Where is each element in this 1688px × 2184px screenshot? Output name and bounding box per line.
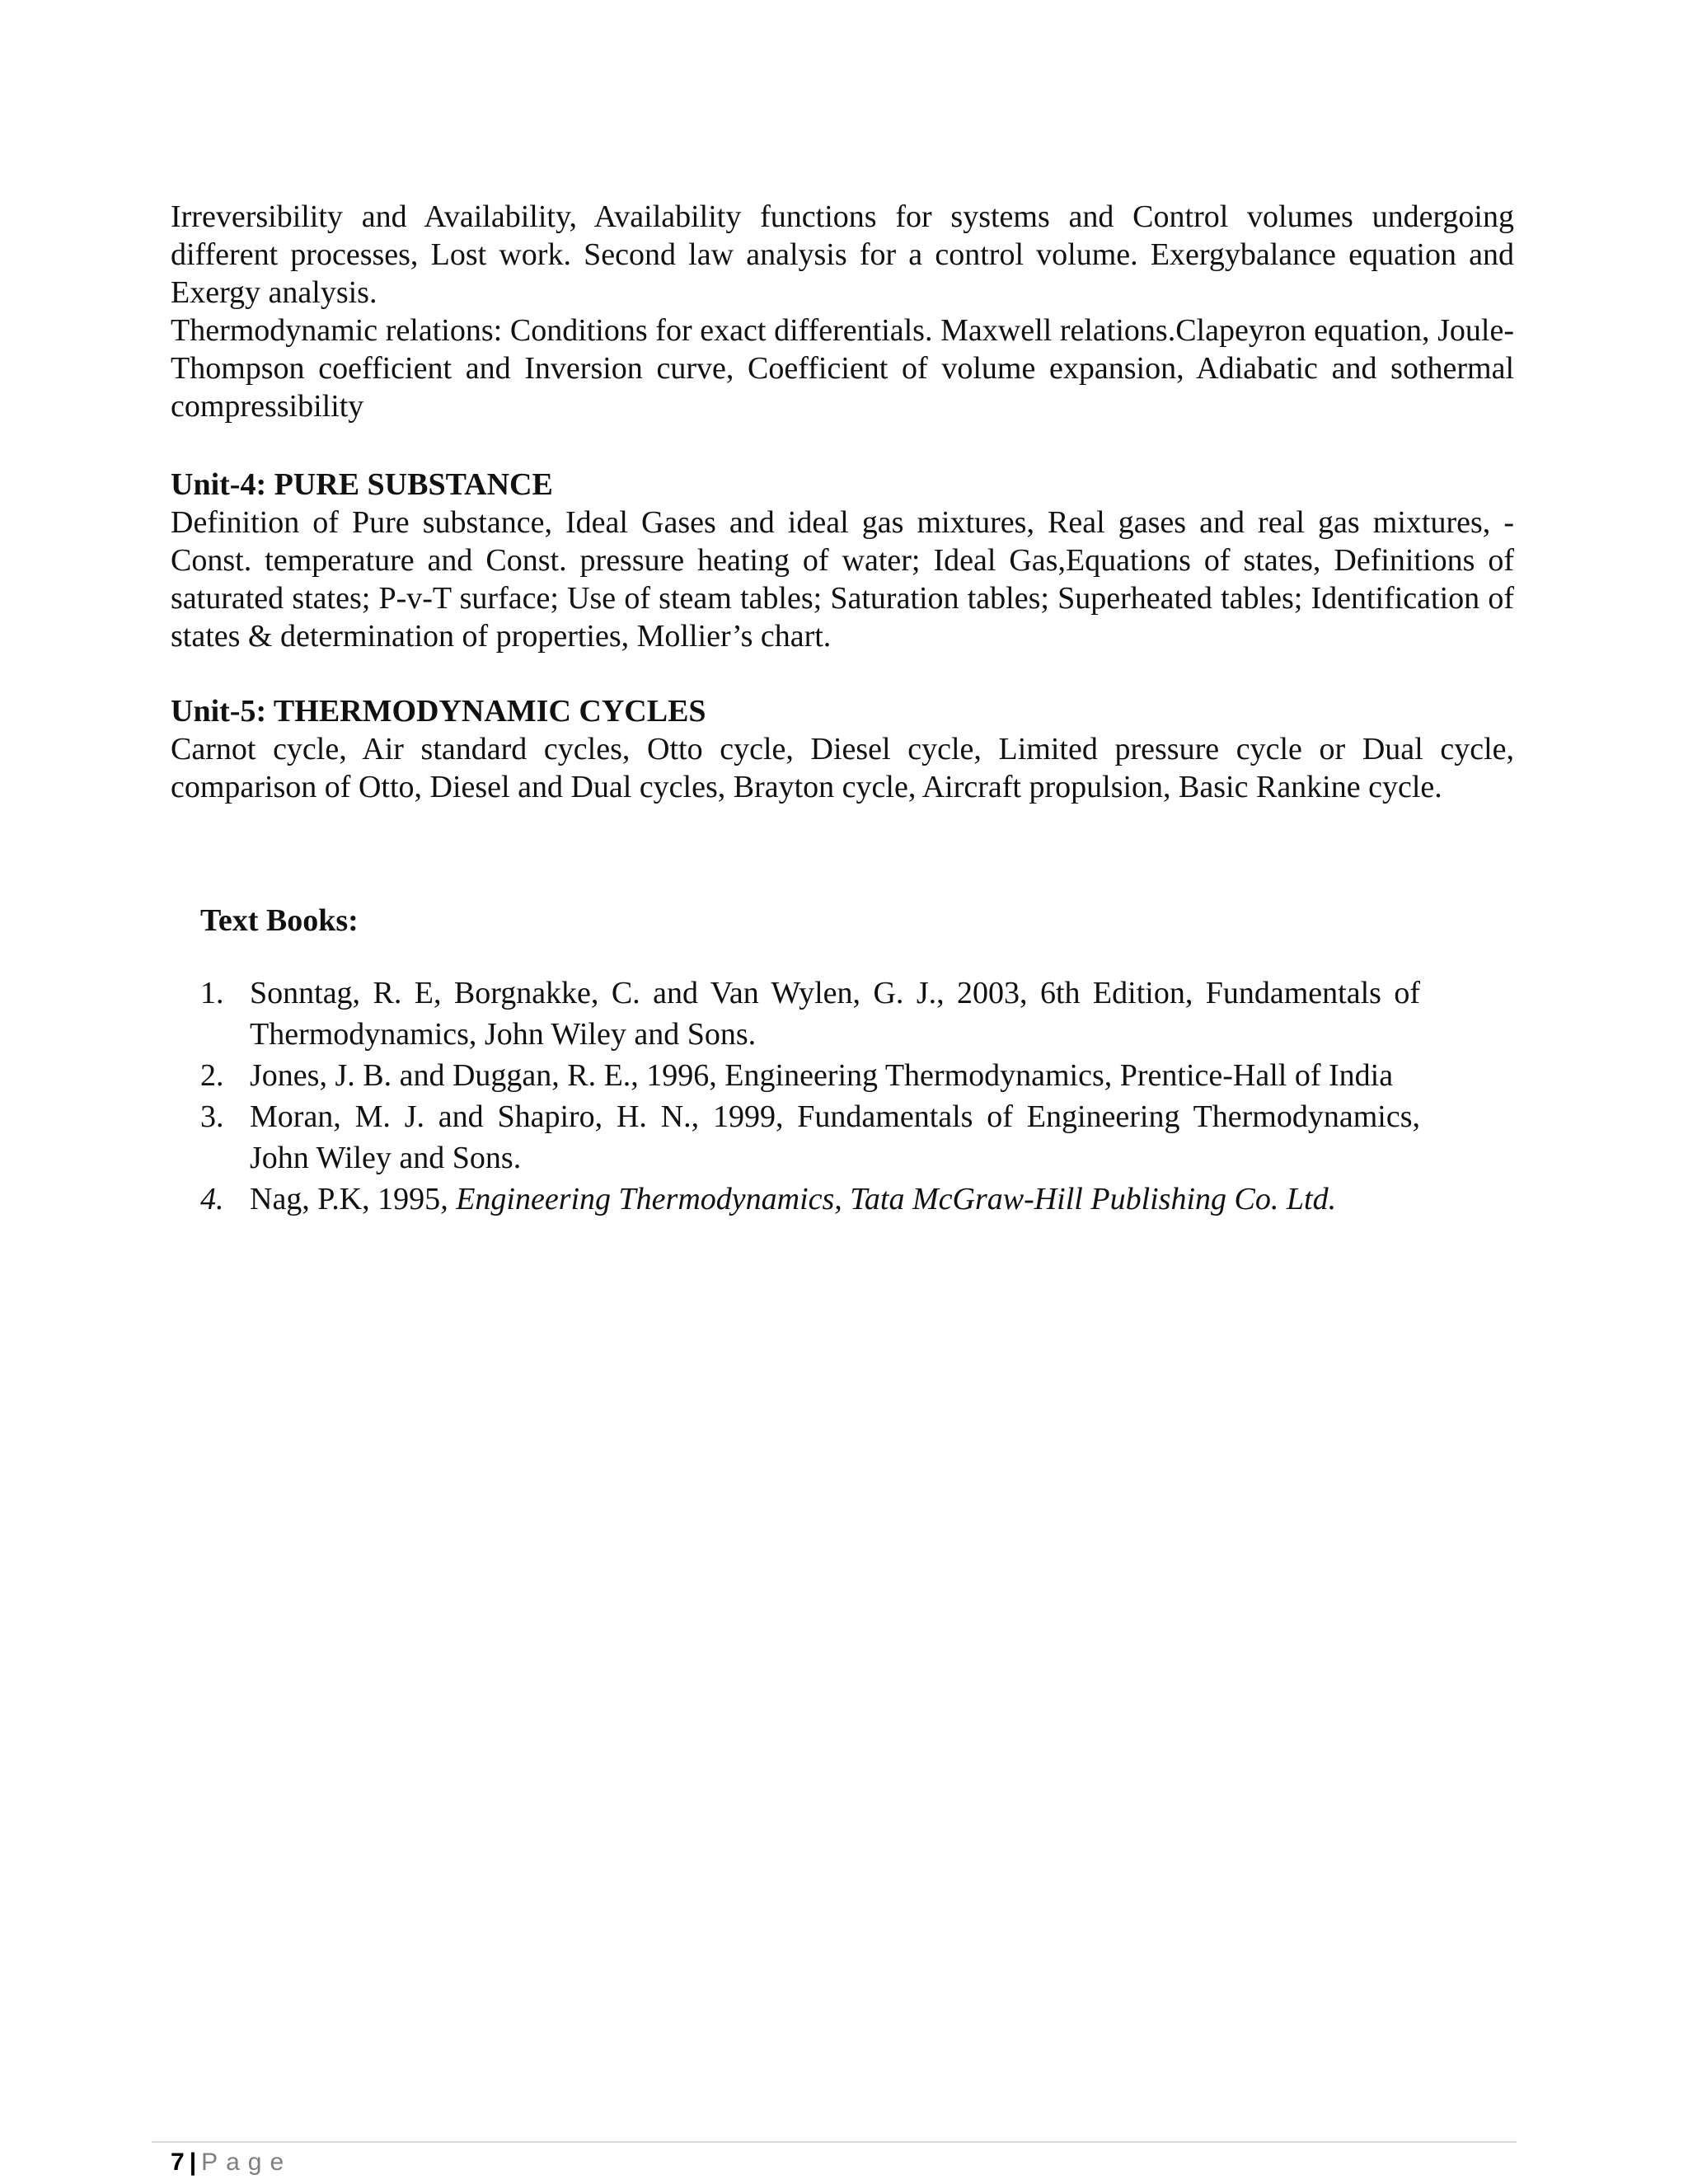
textbook-citation: Jones, J. B. and Duggan, R. E., 1996, Engineering Thermodynamics, Prentice-Hall of India [250,1058,1394,1093]
unit5-heading: Unit-5: THERMODYNAMIC CYCLES [171,694,706,729]
textbooks-heading: Text Books: [200,903,359,938]
textbook-item [200,1096,1420,1179]
unit5-body: Carnot cycle, Air standard cycles, Otto cycle, Diesel cycle, Limited pressure cycle or Dual cycle, comparison of Otto, Diesel and Dual cycles, Brayton cycle, Aircraft propulsion, Basic Rankine cycle. [171,732,1514,804]
page-number: 7 [171,2149,185,2176]
textbooks-list [200,972,1420,1220]
page-label: Page [201,2149,293,2176]
textbook-number: 4. [200,1182,224,1216]
unit4-body: Definition of Pure substance, Ideal Gases and ideal gas mixtures, Real gases and real gas mixtures, - Const. temperature and Const. pressure heating of water; Ideal Gas,Equations of states, Definitions of saturated states; P-v-T surface; Use of steam tables; Saturation tables; Superheated tables; Identification of states & determination of properties, Mollier’s chart. [171,505,1514,654]
unit4-heading: Unit-4: PURE SUBSTANCE [171,467,553,502]
textbook-citation: Moran, M. J. and Shapiro, H. N., 1999, Fundamentals of Engineering Thermodynamics, John Wiley and Sons. [250,1099,1420,1175]
textbook-number: 3. [200,1099,224,1134]
textbook-number: 2. [200,1058,224,1093]
page-footer [171,2148,292,2177]
intro-section [171,198,1514,425]
footer-separator: | [189,2149,197,2176]
intro-paragraph-thermodynamic-relations: Thermodynamic relations: Conditions for exact differentials. Maxwell relations.Clapeyron equation, Joule-Thompson coefficient and Inversion curve, Coefficient of volume expansion, Adiabatic and sothermal compressibility [171,313,1514,424]
textbook-citation: Nag, P.K, 1995 [250,1182,441,1216]
textbook-item [200,972,1420,1055]
textbook-number: 1. [200,976,224,1010]
footer-divider [152,2141,1517,2143]
textbook-citation: Sonntag, R. E, Borgnakke, C. and Van Wylen, G. J., 2003, 6th Edition, Fundamentals of Thermodynamics, John Wiley and Sons. [250,976,1420,1052]
textbook-citation-italic: , Engineering Thermodynamics, Tata McGraw-Hill Publishing Co. Ltd. [440,1182,1337,1216]
textbook-item [200,1055,1420,1096]
textbook-item [200,1179,1420,1220]
intro-paragraph-availability: Irreversibility and Availability, Availability functions for systems and Control volumes undergoing different processes, Lost work. Second law analysis for a control volume. Exergybalance equation and Exergy analysis. [171,199,1514,310]
